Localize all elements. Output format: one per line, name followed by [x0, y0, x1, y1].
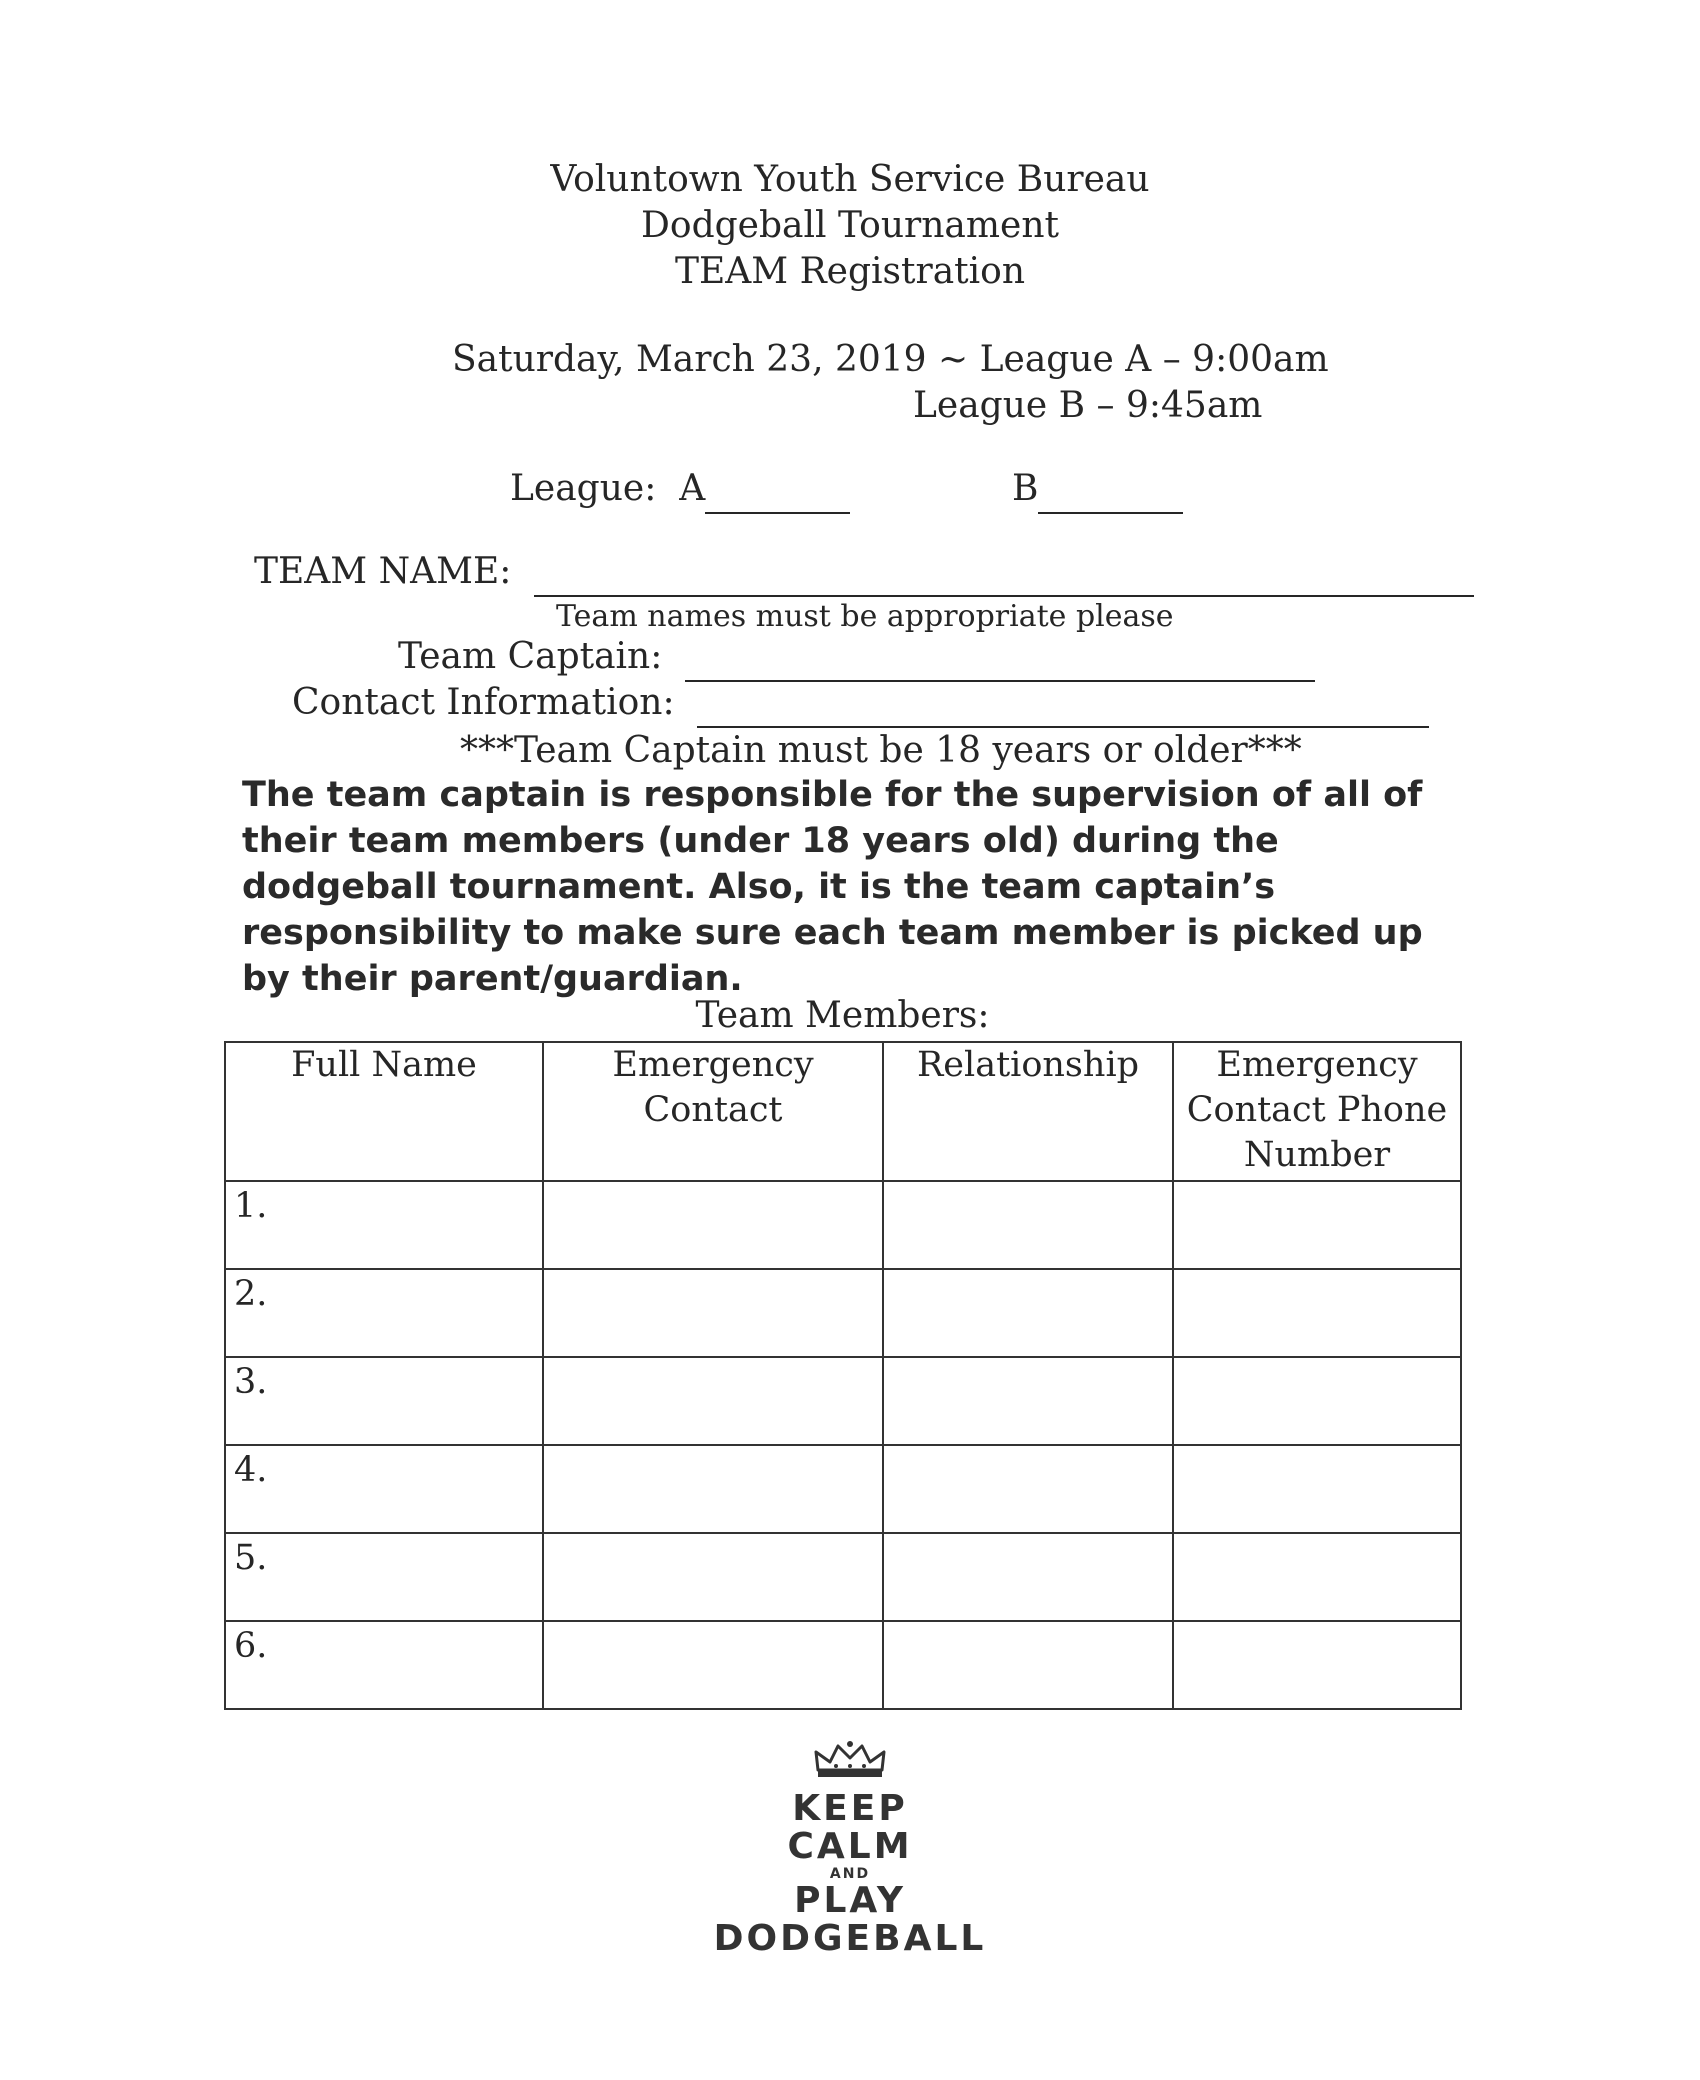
contact-field [292, 680, 1429, 728]
logo-line-calm: CALM [787, 1826, 913, 1867]
league-field-b [1012, 466, 1183, 514]
team-name-field [254, 549, 1474, 597]
league-option-b: B [1012, 468, 1039, 509]
captain-field [398, 634, 1315, 682]
contact-blank[interactable] [697, 680, 1429, 728]
member-name-cell[interactable] [225, 1533, 543, 1621]
table-header-row [225, 1042, 1461, 1181]
team-members-table [224, 1041, 1462, 1710]
emergency-phone-cell[interactable] [1173, 1181, 1461, 1269]
emergency-contact-cell[interactable] [543, 1621, 883, 1709]
member-name-cell[interactable] [225, 1269, 543, 1357]
col-emergency-contact: Emergency Contact [543, 1042, 883, 1181]
relationship-cell[interactable] [883, 1445, 1173, 1533]
team-members-title: Team Members: [695, 995, 990, 1036]
col-full-name: Full Name [225, 1042, 543, 1181]
table-row [225, 1181, 1461, 1269]
member-name-cell[interactable] [225, 1445, 543, 1533]
row-number: 1. [234, 1186, 268, 1226]
emergency-contact-cell[interactable] [543, 1269, 883, 1357]
header-line-1: Voluntown Youth Service Bureau [550, 159, 1150, 200]
logo-line-and: AND [829, 1866, 871, 1882]
schedule-date: Saturday, March 23, 2019 ~ League A – 9:00am [452, 339, 1329, 380]
row-number: 5. [234, 1538, 268, 1578]
emergency-contact-cell[interactable] [543, 1445, 883, 1533]
relationship-cell[interactable] [883, 1269, 1173, 1357]
team-name-blank[interactable] [534, 549, 1474, 597]
responsibility-text: The team captain is responsible for the supervision of all of their team members (under 18 years old) during the dodgeball tournament. Also, it is the team captain’s responsibility to make sure each team member is picked up by their parent/guardian. [242, 775, 1423, 999]
table-row [225, 1445, 1461, 1533]
contact-label: Contact Information: [292, 682, 675, 723]
table-row [225, 1533, 1461, 1621]
logo-line-play: PLAY [794, 1880, 906, 1921]
member-name-cell[interactable] [225, 1357, 543, 1445]
member-name-cell[interactable] [225, 1181, 543, 1269]
emergency-phone-cell[interactable] [1173, 1269, 1461, 1357]
league-field [510, 466, 850, 514]
logo-line-keep: KEEP [792, 1788, 908, 1829]
emergency-phone-cell[interactable] [1173, 1445, 1461, 1533]
col-emergency-phone: Emergency Contact Phone Number [1173, 1042, 1461, 1181]
team-name-label: TEAM NAME: [254, 551, 512, 592]
crown-icon [812, 1740, 888, 1780]
relationship-cell[interactable] [883, 1621, 1173, 1709]
league-b-blank[interactable] [1038, 466, 1183, 514]
logo-line-dodgeball: DODGEBALL [713, 1918, 987, 1959]
emergency-contact-cell[interactable] [543, 1533, 883, 1621]
keep-calm-logo [650, 1740, 1050, 1958]
team-name-note: Team names must be appropriate please [556, 599, 1174, 634]
row-number: 3. [234, 1362, 268, 1402]
relationship-cell[interactable] [883, 1357, 1173, 1445]
league-option-a: A [679, 468, 706, 509]
table-row [225, 1357, 1461, 1445]
row-number: 4. [234, 1450, 268, 1490]
captain-age-note: ***Team Captain must be 18 years or older*** [460, 730, 1302, 771]
emergency-phone-cell[interactable] [1173, 1621, 1461, 1709]
emergency-phone-cell[interactable] [1173, 1357, 1461, 1445]
schedule-league-b: League B – 9:45am [913, 385, 1263, 426]
header-line-3: TEAM Registration [674, 251, 1025, 292]
relationship-cell[interactable] [883, 1533, 1173, 1621]
header-line-2: Dodgeball Tournament [641, 205, 1059, 246]
member-name-cell[interactable] [225, 1621, 543, 1709]
captain-blank[interactable] [685, 634, 1315, 682]
row-number: 2. [234, 1274, 268, 1314]
captain-label: Team Captain: [398, 636, 663, 677]
table-row [225, 1621, 1461, 1709]
col-relationship: Relationship [883, 1042, 1173, 1181]
row-number: 6. [234, 1626, 268, 1666]
emergency-contact-cell[interactable] [543, 1357, 883, 1445]
league-label: League: [510, 468, 657, 509]
emergency-phone-cell[interactable] [1173, 1533, 1461, 1621]
table-row [225, 1269, 1461, 1357]
emergency-contact-cell[interactable] [543, 1181, 883, 1269]
league-a-blank[interactable] [705, 466, 850, 514]
relationship-cell[interactable] [883, 1181, 1173, 1269]
